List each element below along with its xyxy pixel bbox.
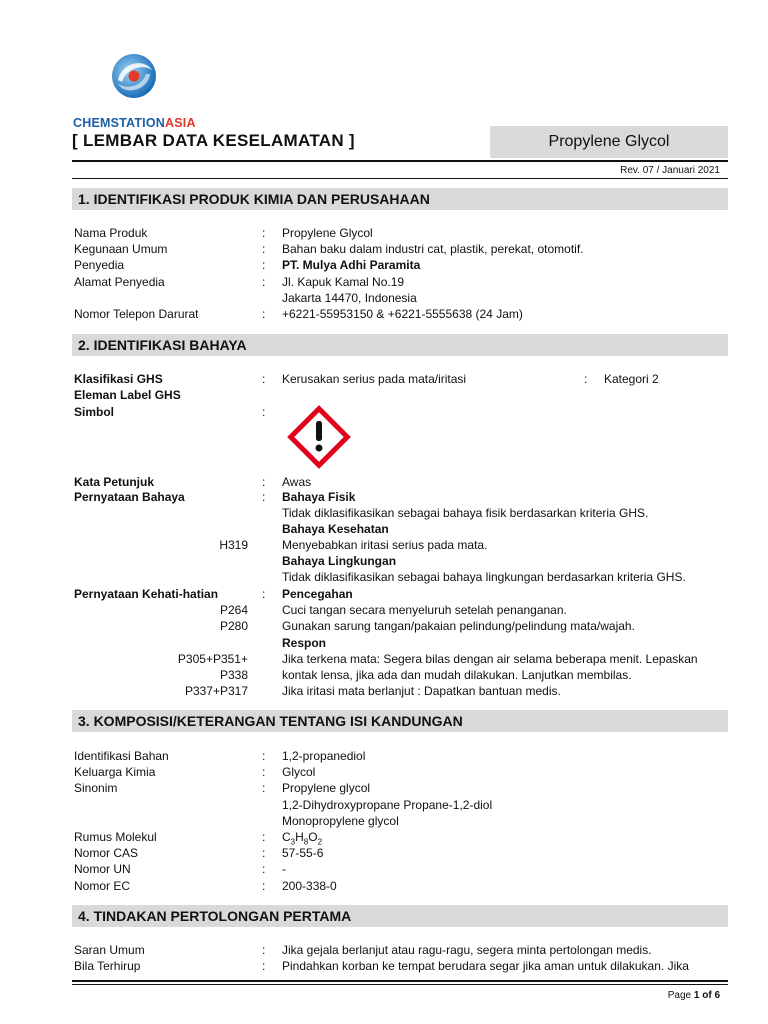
row-kehati-hatian [74, 586, 724, 602]
value: Cuci tangan secara menyeluruh setelah penanganan. [282, 603, 567, 617]
label: Keluarga Kimia [74, 765, 156, 779]
value: kontak lensa, jika ada dan mudah dilakukan. Lanjutkan membilas. [282, 668, 632, 682]
colon: : [262, 226, 266, 240]
section-1-header: 1. IDENTIFIKASI PRODUK KIMIA DAN PERUSAHAAN [72, 188, 728, 210]
row-kegunaan-umum [74, 241, 724, 257]
label: Alamat Penyedia [74, 275, 165, 289]
colon: : [262, 765, 266, 779]
label: Penyedia [74, 258, 125, 272]
brand-main: CHEMSTATION [73, 116, 166, 130]
row-pernyataan-bahaya [74, 489, 724, 505]
precaution-code: P280 [219, 619, 248, 633]
label: Nomor CAS [74, 846, 139, 860]
label: Bila Terhirup [74, 959, 141, 973]
label: Nomor EC [74, 879, 131, 893]
value: Glycol [282, 765, 316, 779]
label: Pernyataan Bahaya [74, 490, 185, 504]
row-p305 [74, 651, 724, 667]
label: Nomor Telepon Darurat [74, 307, 199, 321]
value: Pencegahan [282, 587, 353, 601]
colon: : [262, 959, 266, 973]
value: Bahan baku dalam industri cat, plastik, perekat, otomotif. [282, 242, 584, 256]
value: Awas [282, 475, 312, 489]
element: O [308, 830, 318, 844]
colon: : [262, 258, 266, 272]
section-4-header: 4. TINDAKAN PERTOLONGAN PERTAMA [72, 905, 728, 927]
value: Respon [282, 636, 327, 650]
label: Identifikasi Bahan [74, 749, 169, 763]
row-alamat-penyedia [74, 274, 724, 290]
row-fisik-text [74, 505, 724, 521]
label: Kata Petunjuk [74, 475, 155, 489]
value: +6221-55953150 & +6221-5555638 (24 Jam) [282, 307, 523, 321]
label: Sinonim [74, 781, 118, 795]
label: Eleman Label GHS [74, 388, 181, 402]
page-prefix: Page [667, 990, 694, 1001]
element: H [295, 830, 304, 844]
row-p280 [74, 618, 724, 634]
colon: : [584, 372, 588, 386]
value: Propylene Glycol [282, 226, 373, 240]
page-number [668, 990, 720, 1001]
row-p264 [74, 602, 724, 618]
revision-rule [72, 178, 728, 179]
row-respon-head [74, 635, 724, 651]
colon: : [262, 490, 266, 504]
row-penyedia [74, 257, 724, 273]
subscript: 2 [317, 837, 323, 847]
colon: : [262, 781, 266, 795]
row-eleman-label [74, 387, 724, 403]
row-nama-produk [74, 225, 724, 241]
row-lingkungan-text [74, 569, 724, 585]
colon: : [262, 307, 266, 321]
value: 57-55-6 [282, 846, 324, 860]
footer-rule-top [72, 980, 728, 982]
label: Simbol [74, 405, 115, 419]
row-nomor-ec [74, 878, 724, 894]
row-lingkungan-head [74, 553, 724, 569]
value: Menyebabkan iritasi serius pada mata. [282, 538, 488, 552]
row-p337 [74, 683, 724, 699]
brand-name [73, 116, 196, 130]
colon: : [262, 587, 266, 601]
chemstation-logo-icon [110, 52, 158, 100]
revision-text: Rev. 07 / Januari 2021 [620, 165, 720, 176]
row-kata-petunjuk [74, 474, 724, 490]
section-3-header: 3. KOMPOSISI/KETERANGAN TENTANG ISI KANDUNGAN [72, 710, 728, 732]
row-identifikasi-bahan [74, 748, 724, 764]
value: Kerusakan serius pada mata/iritasi [282, 372, 467, 386]
section-2-header: 2. IDENTIFIKASI BAHAYA [72, 334, 728, 356]
value: Pindahkan korban ke tempat berudara segar jika aman untuk dilakukan. Jika [282, 959, 689, 973]
precaution-code: P337+P317 [184, 684, 248, 698]
label: Saran Umum [74, 943, 145, 957]
brand-accent: ASIA [165, 116, 196, 130]
row-h319 [74, 537, 724, 553]
row-sinonim-2 [74, 797, 724, 813]
colon: : [262, 830, 266, 844]
element: C [282, 830, 291, 844]
hazard-code: H319 [219, 538, 248, 552]
colon: : [262, 862, 266, 876]
value: Propylene glycol [282, 781, 371, 795]
precaution-code: P264 [219, 603, 248, 617]
value: Tidak diklasifikasikan sebagai bahaya fisik berdasarkan kriteria GHS. [282, 506, 649, 520]
document-title: [ LEMBAR DATA KESELAMATAN ] [72, 131, 355, 150]
page-total: 6 [714, 990, 720, 1001]
page-current: 1 [693, 990, 700, 1001]
value: PT. Mulya Adhi Paramita [282, 258, 421, 272]
colon: : [262, 749, 266, 763]
row-alamat-line2 [74, 290, 724, 306]
colon: : [262, 405, 266, 419]
colon: : [262, 372, 266, 386]
product-name-box: Propylene Glycol [490, 126, 728, 158]
precaution-code: P305+P351+ [177, 652, 248, 666]
row-p338 [74, 667, 724, 683]
value: Jika gejala berlanjut atau ragu-ragu, segera minta pertolongan medis. [282, 943, 652, 957]
label: Rumus Molekul [74, 830, 157, 844]
colon: : [262, 275, 266, 289]
row-sinonim [74, 780, 724, 796]
row-rumus-molekul [74, 829, 724, 845]
colon: : [262, 475, 266, 489]
row-simbol [74, 404, 724, 420]
colon: : [262, 846, 266, 860]
value: 200-338-0 [282, 879, 337, 893]
value: Jika terkena mata: Segera bilas dengan air selama beberapa menit. Lepaskan [282, 652, 698, 666]
value: Bahaya Fisik [282, 490, 356, 504]
label: Kegunaan Umum [74, 242, 168, 256]
value: Jakarta 14470, Indonesia [282, 291, 417, 305]
value: 1,2-Dihydroxypropane Propane-1,2-diol [282, 798, 493, 812]
row-nomor-cas [74, 845, 724, 861]
page-of: of [699, 990, 715, 1001]
row-keluarga-kimia [74, 764, 724, 780]
value: Bahaya Lingkungan [282, 554, 397, 568]
value: Gunakan sarung tangan/pakaian pelindung/pelindung mata/wajah. [282, 619, 635, 633]
footer-rule-bottom [72, 984, 728, 985]
value: 1,2-propanediol [282, 749, 366, 763]
value: Jika iritasi mata berlanjut : Dapatkan bantuan medis. [282, 684, 561, 698]
label: Klasifikasi GHS [74, 372, 163, 386]
label: Pernyataan Kehati-hatian [74, 587, 219, 601]
row-klasifikasi-ghs [74, 371, 724, 387]
subscript: 3 [290, 837, 296, 847]
exclamation-mark-ghs-pictogram-icon [285, 403, 353, 471]
value: Bahaya Kesehatan [282, 522, 389, 536]
value: Jl. Kapuk Kamal No.19 [282, 275, 405, 289]
header-rule [72, 160, 728, 162]
colon: : [262, 242, 266, 256]
subscript: 8 [303, 837, 309, 847]
label: Nomor UN [74, 862, 131, 876]
colon: : [262, 943, 266, 957]
row-saran-umum [74, 942, 724, 958]
row-telepon-darurat [74, 306, 724, 322]
precaution-code: P338 [219, 668, 248, 682]
value: Monopropylene glycol [282, 814, 399, 828]
value: - [282, 862, 286, 876]
category: Kategori 2 [604, 372, 659, 386]
row-bila-terhirup [74, 958, 724, 974]
row-kesehatan-head [74, 521, 724, 537]
label: Nama Produk [74, 226, 148, 240]
value: Tidak diklasifikasikan sebagai bahaya lingkungan berdasarkan kriteria GHS. [282, 570, 686, 584]
colon: : [262, 879, 266, 893]
row-nomor-un [74, 861, 724, 877]
row-sinonim-3 [74, 813, 724, 829]
